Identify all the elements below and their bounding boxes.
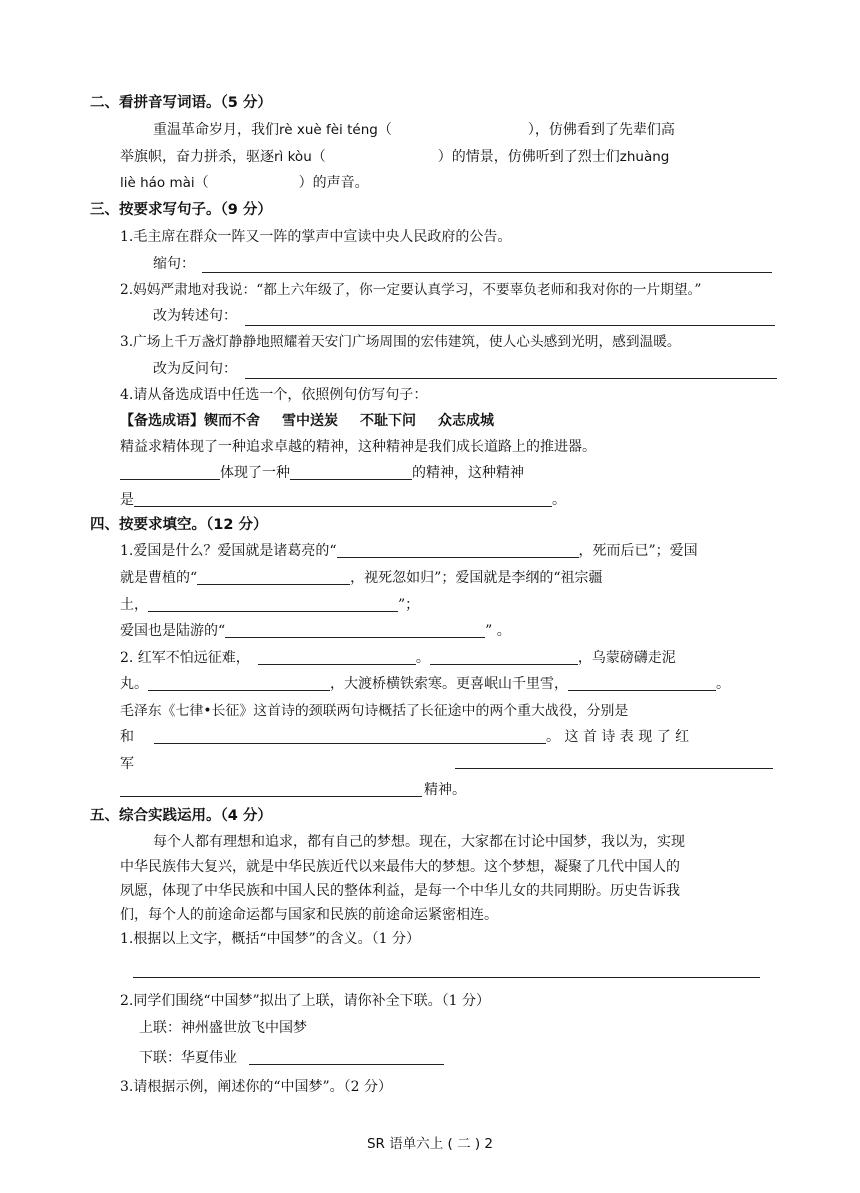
blank-red-army-spirit-1[interactable] — [455, 768, 773, 769]
s4-line-7: 毛泽东《七律•长征》这首诗的颈联两句诗概括了长征途中的两个重大战役，分别是 — [120, 703, 629, 719]
blank-ligang[interactable] — [148, 595, 398, 612]
s2-text: （ — [311, 149, 326, 165]
s4-line-10: 精神。 — [424, 782, 466, 798]
s4-text: 。 — [415, 650, 430, 666]
blank-changzheng-1[interactable] — [258, 648, 416, 665]
section-4-title: 四、按要求填空。（12 分） — [90, 517, 268, 533]
s4-text: 1.爱国是什么？爱国就是诸葛亮的“ — [120, 543, 337, 559]
s3-q2-label: 改为转述句： — [153, 308, 237, 324]
section-2-title: 二、看拼音写词语。（5 分） — [90, 95, 272, 111]
s3-fill-line-1 — [120, 463, 524, 483]
s3-fill-line-2 — [120, 490, 566, 510]
s4-text: 。 — [716, 676, 730, 692]
blank-spirit[interactable] — [290, 463, 412, 480]
s4-line-9: 军 — [120, 756, 134, 772]
blank-caozhi[interactable] — [197, 568, 350, 585]
pinyin-rikou: rì kòu — [274, 149, 312, 165]
s4-line-3 — [120, 595, 419, 615]
s5-upper: 上联：神州盛世放飞中国梦 — [139, 1020, 307, 1036]
s4-text: ”； — [398, 597, 420, 613]
s4-line-5 — [120, 648, 676, 668]
s3-q2: 2.妈妈严肃地对我说：“都上六年级了，你一定要认真学习，不要辜负老师和我对你的一片期望。” — [120, 282, 702, 298]
s5-para-1: 每个人都有理想和追求，都有自己的梦想。现在，大家都在讨论中国梦，我以为，实现 — [153, 834, 685, 850]
idiom-4: 众志成城 — [438, 413, 494, 429]
s5-q1: 1.根据以上文字，概括“中国梦”的含义。（1 分） — [120, 931, 421, 947]
s3-q2-answer-line[interactable] — [245, 325, 775, 326]
s4-line-4 — [120, 621, 511, 641]
pinyin-rexuefeiteng: rè xuè fèi téng — [279, 122, 378, 138]
s3-q1-answer-line[interactable] — [202, 272, 772, 273]
s2-line-1 — [153, 120, 675, 140]
page-footer: SR 语单六上 ( 二 ) 2 — [366, 1136, 494, 1152]
s4-text: 。 这 首 诗 表 现 了 红 — [546, 729, 690, 745]
section-3-title: 三、按要求写句子。（9 分） — [90, 202, 272, 218]
s5-para-4: 们，每个人的前途命运都与国家和民族的前途命运紧密相连。 — [120, 907, 498, 923]
s2-text: ）的情景，仿佛听到了烈士们 — [437, 149, 620, 165]
s4-text: 和 — [120, 729, 134, 745]
blank-zhugeliang[interactable] — [337, 541, 579, 558]
s4-text: ” 。 — [485, 623, 511, 639]
blank-changzheng-3[interactable] — [148, 674, 330, 691]
s2-text: 举旗帜，奋力拼杀，驱逐 — [120, 149, 274, 165]
s5-q1-answer-line[interactable] — [133, 977, 760, 978]
idiom-3: 不耻下问 — [360, 413, 416, 429]
s4-line-2 — [120, 568, 603, 588]
s4-line-8 — [120, 727, 689, 747]
s4-text: ，大渡桥横铁索寒。更喜岷山千里雪， — [330, 676, 568, 692]
s4-line-1 — [120, 541, 698, 561]
s4-text: ，乌蒙磅礴走泥 — [577, 650, 676, 666]
s2-text: ）的声音。 — [298, 175, 369, 191]
s5-lower-line — [139, 1048, 444, 1068]
s2-text: ），仿佛看到了先辈们高 — [527, 122, 675, 138]
blank-spirit-is[interactable] — [134, 490, 552, 507]
s3-q3-answer-line[interactable] — [245, 378, 777, 379]
s4-text: 2. 红军不怕远征难， — [120, 650, 250, 666]
section-5-title: 五、综合实践运用。（4 分） — [90, 808, 272, 824]
idiom-2: 雪中送炭 — [282, 413, 338, 429]
s5-lower: 下联：华夏伟业 — [139, 1050, 237, 1066]
s2-text: （ — [194, 175, 209, 191]
s3-q3-label: 改为反问句： — [153, 361, 237, 377]
s4-line-6 — [120, 674, 730, 694]
s3-q4: 4.请从备选成语中任选一个，依照例句仿写句子： — [120, 387, 428, 403]
s2-line-3 — [120, 173, 369, 193]
s4-text: ，死而后已”；爱国 — [578, 543, 698, 559]
s4-text: 丸。 — [120, 676, 148, 692]
s5-para-2: 中华民族伟大复兴，就是中华民族近代以来最伟大的梦想。这个梦想，凝聚了几代中国人的 — [120, 859, 680, 875]
s5-q2: 2.同学们围绕“中国梦”拟出了上联，请你补全下联。（1 分） — [120, 993, 491, 1009]
idioms-label: 【备选成语】 — [120, 413, 204, 429]
s3-fill-text: 。 — [552, 492, 566, 508]
idiom-1: 锲而不舍 — [204, 413, 260, 429]
blank-red-army-spirit-2[interactable] — [120, 796, 422, 797]
blank-changzheng-2[interactable] — [430, 648, 578, 665]
s4-text: ，视死忽如归”；爱国就是李纲的“祖宗疆 — [350, 570, 603, 586]
blank-luyou[interactable] — [225, 621, 485, 638]
blank-battles[interactable] — [154, 727, 546, 744]
s2-line-2 — [120, 147, 669, 167]
s3-fill-text: 是 — [120, 492, 134, 508]
pinyin-zhuang: zhuàng — [619, 149, 670, 165]
s3-q1: 1.毛主席在群众一阵又一阵的掌声中宣读中央人民政府的公告。 — [120, 229, 512, 245]
s3-example: 精益求精体现了一种追求卓越的精神，这种精神是我们成长道路上的推进器。 — [120, 439, 596, 455]
blank-lower-couplet[interactable] — [249, 1048, 444, 1065]
s3-fill-text: 体现了一种 — [220, 465, 290, 481]
s4-text: 就是曹植的“ — [120, 570, 198, 586]
s2-text: 重温革命岁月，我们 — [153, 122, 279, 138]
s3-q1-label: 缩句： — [153, 256, 195, 272]
s4-text: 土， — [120, 597, 148, 613]
s4-text: 爱国也是陆游的“ — [120, 623, 226, 639]
s5-q3: 3.请根据示例，阐述你的“中国梦”。（2 分） — [120, 1079, 393, 1095]
blank-changzheng-4[interactable] — [568, 674, 716, 691]
s3-q3: 3.广场上千万盏灯静静地照耀着天安门广场周围的宏伟建筑，使人心头感到光明，感到温暖。 — [120, 334, 681, 350]
s5-para-3: 夙愿，体现了中华民族和中国人民的整体利益，是每一个中华儿女的共同期盼。历史告诉我 — [120, 883, 680, 899]
s2-text: （ — [377, 122, 392, 138]
pinyin-liehaomai: liè háo mài — [120, 175, 195, 191]
s3-fill-text: 的精神，这种精神 — [412, 465, 524, 481]
blank-idiom[interactable] — [120, 463, 220, 480]
idiom-options — [120, 411, 494, 431]
